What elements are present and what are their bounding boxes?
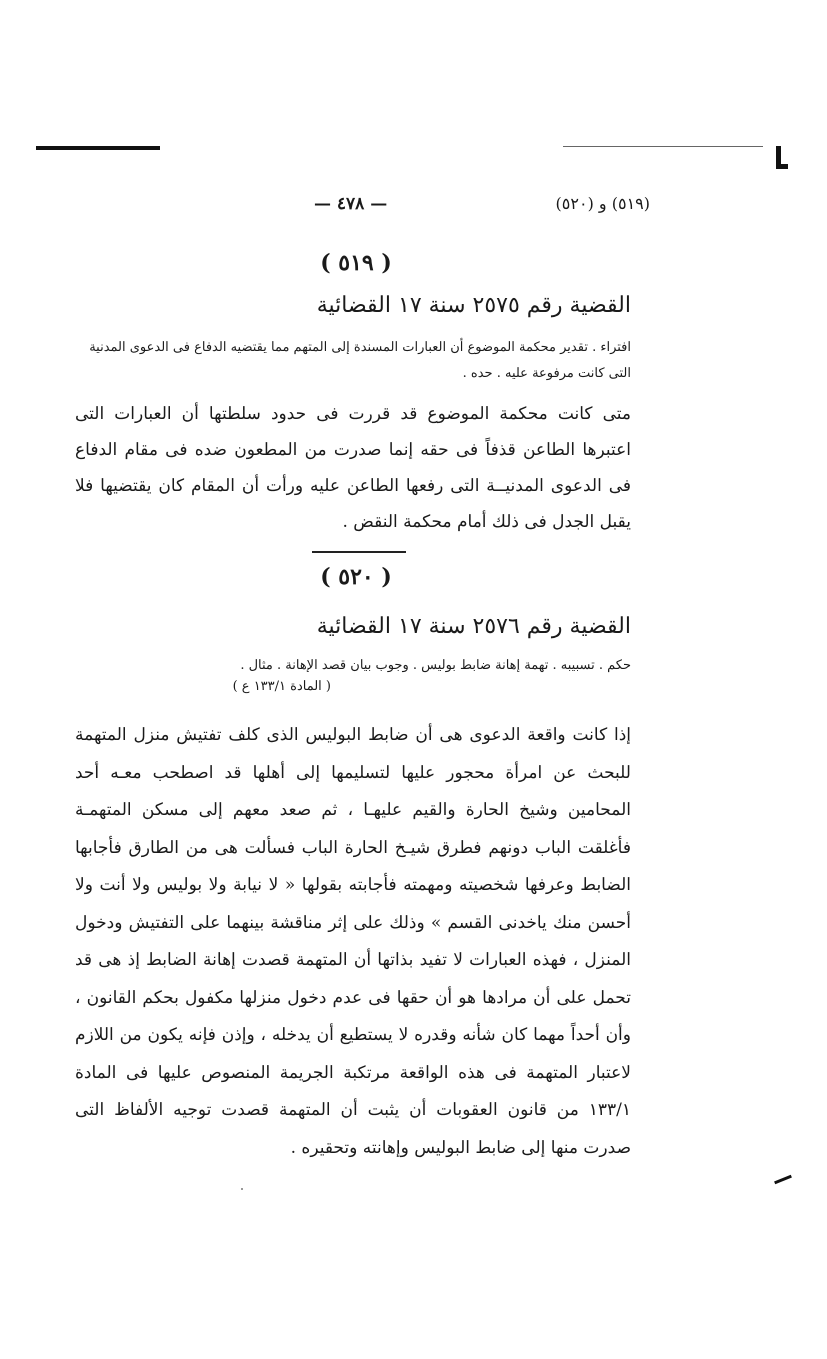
scan-edge-mark xyxy=(563,146,763,147)
case-title: القضية رقم ٢٥٧٦ سنة ١٧ القضائية xyxy=(316,614,631,639)
section-divider xyxy=(312,551,406,553)
case-keywords: حكم . تسبيبه . تهمة إهانة ضابط بوليس . وجوب بيان قصد الإهانة . مثال . xyxy=(240,658,631,673)
law-citation: ( المادة ١٣٣/١ ع ) xyxy=(232,679,331,694)
page-header xyxy=(70,194,650,218)
case-body: إذا كانت واقعة الدعوى هى أن ضابط البوليس الذى كلف تفتيش منزل المتهمة للبحث عن امرأة محجور عليها لتسليمها إلى أهلها قد اصطحب معـه أحد المحامين وشيخ الحارة والقيم عليهـا ، ثم صعد معهم إلى مسكن المتهمـة فأغلقت الباب دونهم فطرق شيـخ الحارة الباب فسألت هى من الطارق فأجابها الضابط وعرفها شخصيته ومهمته فأجابته بقولها « لا نيابة ولا بوليس ولا أنت ولا أحسن منك ياخدنى القسم » وذلك على إثر مناقشة بينهما على التفتيش ودخول المنزل ، فهذه العبارات لا تفيد بذاتها أن المتهمة قصدت إهانة الضابط إذ هى قد تحمل على أن مرادها هو أن حقها فى عدم دخول منزلها مكفول بحكم القانون ، وأن أحداً مهما كان شأنه وقدره لا يستطيع أن يدخله ، وإذن فإنه يكون من اللازم لاعتبار المتهمة فى هذه الواقعة مرتكبة الجريمة المنصوص عليها فى المادة ١٣٣/١ من قانون العقوبات أن يثبت أن المتهمة قصدت توجيه الألفاظ التى صدرت منها إلى ضابط البوليس وإهانته وتحقيره . xyxy=(75,725,631,1158)
case-keywords: افتراء . تقدير محكمة الموضوع أن العبارات المسندة إلى المتهم مما يقتضيه الدفاع فى الدعوى المدنية التى كانت مرفوعة عليه . حده . xyxy=(89,340,631,381)
case-number: ( ٥١٩ ) xyxy=(320,250,392,276)
scan-edge-mark xyxy=(776,164,788,169)
case-title: القضية رقم ٢٥٧٥ سنة ١٧ القضائية xyxy=(316,293,631,318)
case-body: متى كانت محكمة الموضوع قد قررت فى حدود سلطتها أن العبارات التى اعتبرها الطاعن قذفاً فى حقه إنما صدرت من المطعون ضده فى مقام الدفاع فى الدعوى المدنيــة التى رفعها الطاعن عليه ورأت أن المقام كان يقتضيها فلا يقبل الجدل فى ذلك أمام محكمة النقض . xyxy=(75,404,631,532)
scan-edge-mark xyxy=(774,1175,792,1185)
page-number: — ٤٧٨ — xyxy=(314,194,388,214)
running-head: (٥١٩) و (٥٢٠) xyxy=(555,194,650,213)
scan-edge-mark xyxy=(36,146,160,150)
case-number: ( ٥٢٠ ) xyxy=(320,564,392,590)
scan-speck xyxy=(241,1188,243,1190)
